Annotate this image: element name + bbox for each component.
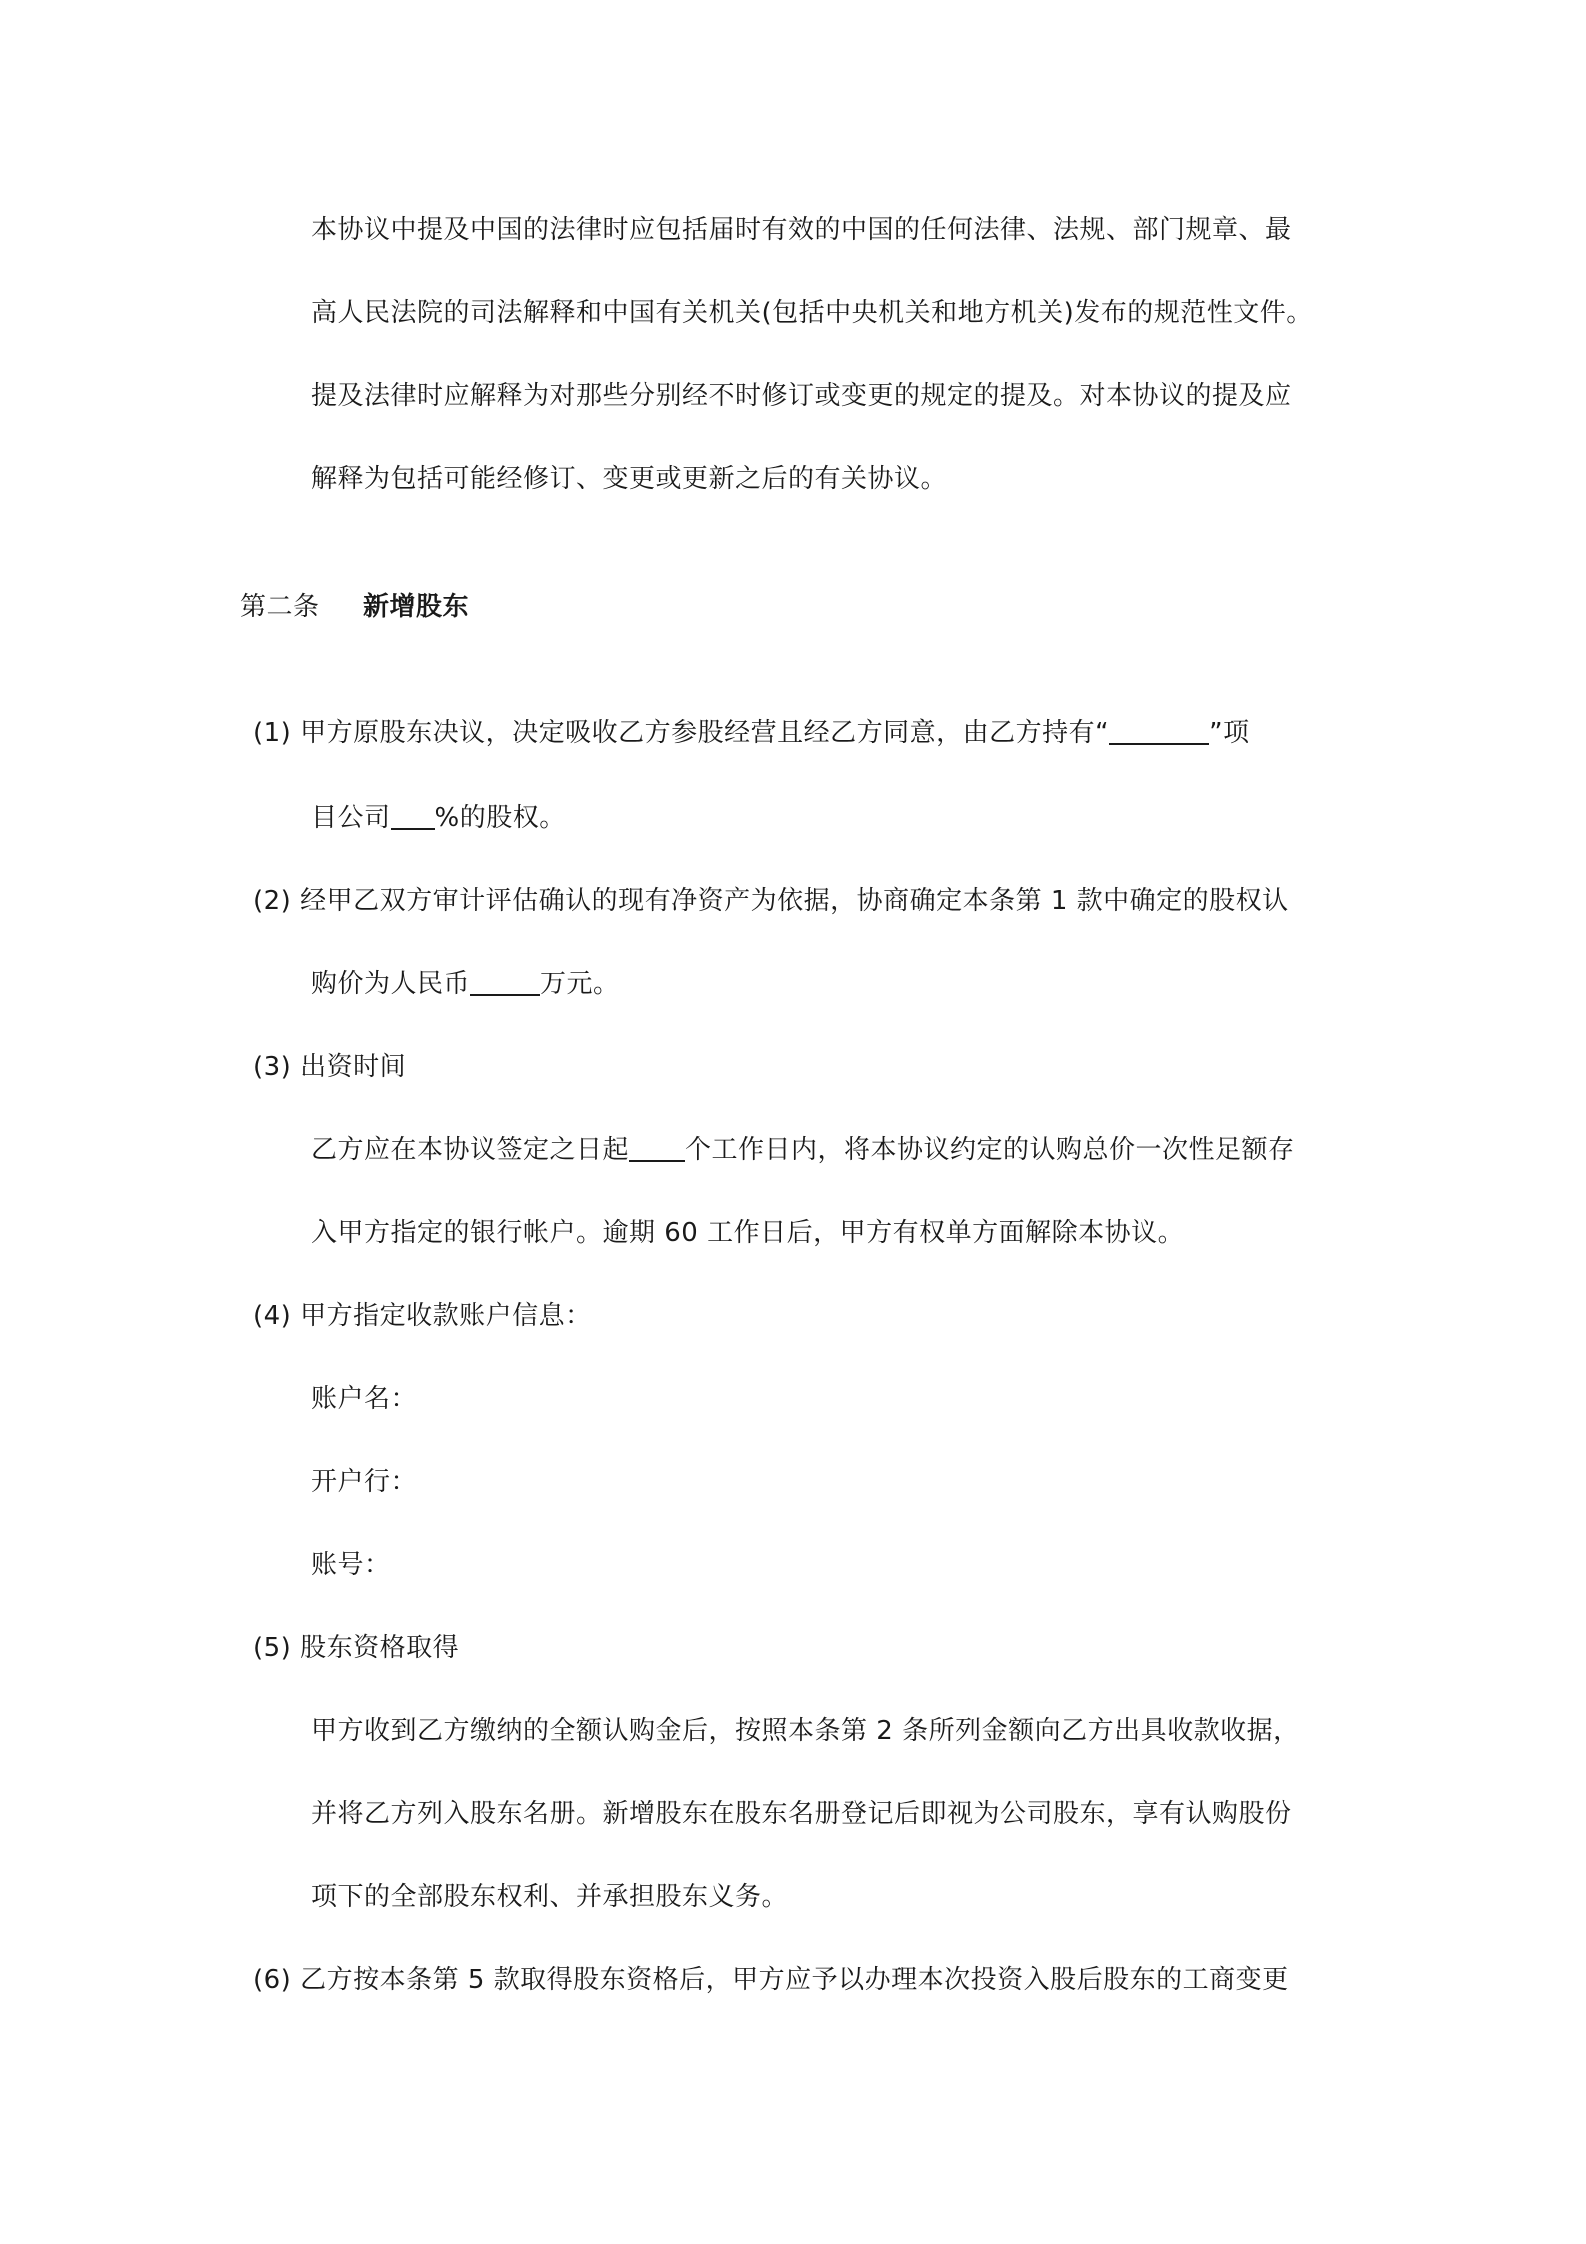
item-1-line-1 [253,715,1250,751]
item-3-line-1 [311,1132,1295,1168]
intro-line-1: 本协议中提及中国的法律时应包括届时有效的中国的任何法律、法规、部门规章、最 [311,215,1292,245]
item-2-text: 经甲乙双方审计评估确认的现有净资产为依据，协商确定本条第 1 款中确定的股权认 [300,886,1289,916]
article-title: 新增股东 [363,592,470,622]
item-5-title: 股东资格取得 [300,1633,460,1663]
item-3-heading [253,1049,406,1085]
article-label: 第二条 [240,592,320,622]
item-3-number: (3) [253,1052,292,1082]
intro-line-2: 高人民法院的司法解释和中国有关机关(包括中央机关和地方机关)发布的规范性文件。 [311,298,1313,328]
item-2-text-b: 万元。 [540,969,620,999]
bank-label: 开户行： [311,1467,418,1497]
account-number-label: 账号： [311,1550,391,1580]
item-3-text-a: 乙方应在本协议签定之日起 [311,1135,630,1165]
item-3-title: 出资时间 [300,1052,407,1082]
account-name-label: 账户名： [311,1384,418,1414]
item-1-line-2 [311,800,566,836]
item-3-text-b: 个工作日内，将本协议约定的认购总价一次性足额存 [685,1135,1295,1165]
project-name-blank [1109,715,1209,745]
item-2-line-1 [253,883,1289,919]
price-blank [470,966,540,996]
item-5-number: (5) [253,1633,292,1663]
item-1-text-b: ”项 [1209,718,1250,748]
item-5-line-2: 并将乙方列入股东名册。新增股东在股东名册登记后即视为公司股东，享有认购股份 [311,1799,1292,1829]
item-2-number: (2) [253,886,292,916]
intro-line-4: 解释为包括可能经修订、变更或更新之后的有关协议。 [311,464,948,494]
item-2-text-a: 购价为人民币 [311,969,471,999]
item-5-heading [253,1630,459,1666]
item-5-line-3: 项下的全部股东权利、并承担股东义务。 [311,1882,789,1912]
item-6-text: 乙方按本条第 5 款取得股东资格后，甲方应予以办理本次投资入股后股东的工商变更 [300,1965,1289,1995]
item-4-title: 甲方指定收款账户信息： [300,1301,592,1331]
item-1-text-c: 目公司 [311,803,391,833]
item-6-number: (6) [253,1965,292,1995]
item-4-heading [253,1298,592,1334]
item-4-number: (4) [253,1301,292,1331]
item-1-text-d: %的股权。 [434,803,566,833]
item-1-number: (1) [253,718,292,748]
days-blank [629,1132,685,1162]
article-heading [240,589,469,625]
item-5-line-1: 甲方收到乙方缴纳的全额认购金后，按照本条第 2 条所列金额向乙方出具收款收据， [311,1716,1300,1746]
item-1-text-a: 甲方原股东决议，决定吸收乙方参股经营且经乙方同意，由乙方持有“ [300,718,1110,748]
item-2-line-2 [311,966,620,1002]
item-3-line-2: 入甲方指定的银行帐户。逾期 60 工作日后，甲方有权单方面解除本协议。 [311,1218,1185,1248]
intro-line-3: 提及法律时应解释为对那些分别经不时修订或变更的规定的提及。对本协议的提及应 [311,381,1292,411]
percentage-blank [391,800,435,830]
item-6-line-1 [253,1962,1289,1998]
